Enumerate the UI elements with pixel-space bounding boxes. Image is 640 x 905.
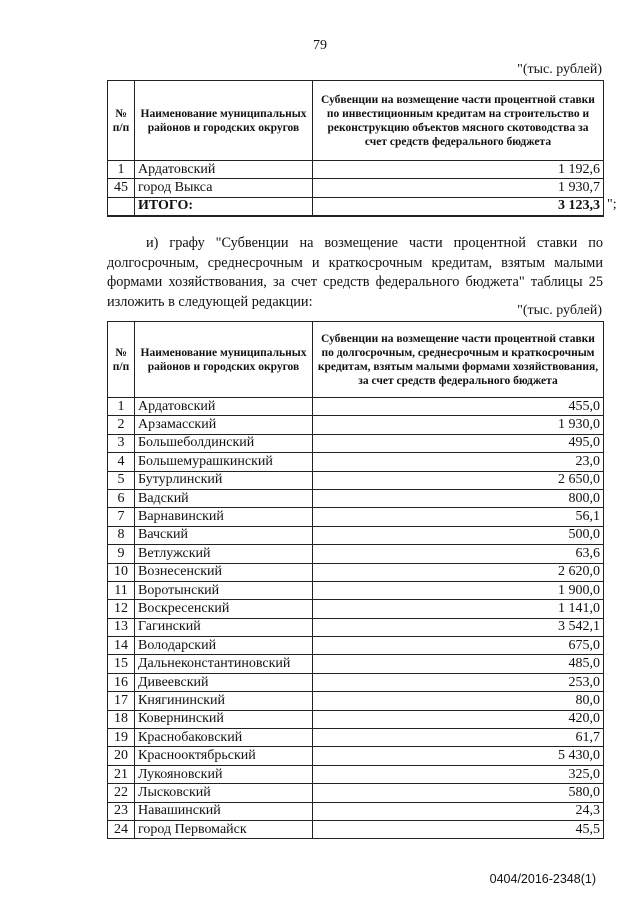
row-number: 10 — [108, 563, 135, 581]
district-name: Ветлужский — [135, 545, 313, 563]
subsidy-value: 2 620,0 — [313, 563, 604, 581]
district-name: Вознесенский — [135, 563, 313, 581]
table-row — [108, 784, 604, 802]
district-name: Вадский — [135, 489, 313, 507]
district-name: Бутурлинский — [135, 471, 313, 489]
table1-unit-label: "(тыс. рублей) — [517, 62, 602, 77]
table-row — [108, 489, 604, 507]
table2-header-subsidy: Субвенции на возмещение части процентной ставки по долгосрочным, среднесрочным и краткосрочным кредитам, взятым малыми формами хозяйствования, за счет средств федерального бюджета — [313, 322, 604, 398]
table-row — [108, 179, 604, 197]
row-number: 23 — [108, 802, 135, 820]
row-number: 1 — [108, 398, 135, 416]
table-row — [108, 526, 604, 544]
district-name: Гагинский — [135, 618, 313, 636]
district-name: Большеболдинский — [135, 434, 313, 452]
district-name: Дальнеконстантиновский — [135, 655, 313, 673]
table-row — [108, 563, 604, 581]
subsidy-value: 1 900,0 — [313, 581, 604, 599]
district-name: Воскресенский — [135, 600, 313, 618]
page-number: 79 — [313, 38, 327, 53]
district-name: Большемурашкинский — [135, 453, 313, 471]
subsidy-value: 45,5 — [313, 820, 604, 838]
total-label: ИТОГО: — [135, 197, 313, 216]
subsidy-value: 420,0 — [313, 710, 604, 728]
total-num-cell — [108, 197, 135, 216]
district-name: Краснооктябрьский — [135, 747, 313, 765]
table-row — [108, 416, 604, 434]
table1-header-subsidy: Субвенции на возмещение части процентной ставки по инвестиционным кредитам на строительство и реконструкцию объектов мясного скотоводства за счет средств федерального бюджета — [313, 81, 604, 161]
district-name: Княгининский — [135, 692, 313, 710]
table1-header-name: Наименование муниципальных районов и городских округов — [135, 81, 313, 161]
table-row — [108, 820, 604, 838]
subsidy-value: 675,0 — [313, 637, 604, 655]
table2-unit-label: "(тыс. рублей) — [517, 303, 602, 318]
district-name: город Первомайск — [135, 820, 313, 838]
district-name: Ковернинский — [135, 710, 313, 728]
subsidy-value: 5 430,0 — [313, 747, 604, 765]
district-name: Краснобаковский — [135, 729, 313, 747]
row-number: 18 — [108, 710, 135, 728]
amendment-paragraph: и) графу "Субвенции на возмещение части процентной ставки по долгосрочным, среднесрочным и краткосрочным кредитам, взятым малыми формами хозяйствования, за счет средств федерального бюджета" таблицы 25 изложить в следующей редакции: — [107, 235, 603, 310]
subsidy-value: 455,0 — [313, 398, 604, 416]
table-row — [108, 398, 604, 416]
row-number: 7 — [108, 508, 135, 526]
district-name: Навашинский — [135, 802, 313, 820]
document-code: 0404/2016-2348(1) — [489, 872, 596, 886]
row-number: 11 — [108, 581, 135, 599]
table-row — [108, 581, 604, 599]
row-number: 5 — [108, 471, 135, 489]
subsidy-value: 325,0 — [313, 765, 604, 783]
subsidy-value: 1 930,0 — [313, 416, 604, 434]
subsidy-value: 253,0 — [313, 673, 604, 691]
table-row — [108, 600, 604, 618]
subsidy-value: 580,0 — [313, 784, 604, 802]
subsidy-value: 80,0 — [313, 692, 604, 710]
district-name: Ардатовский — [135, 161, 313, 179]
subsidy-value: 800,0 — [313, 489, 604, 507]
table-row — [108, 434, 604, 452]
table-row — [108, 618, 604, 636]
subsidy-value: 2 650,0 — [313, 471, 604, 489]
row-number: 13 — [108, 618, 135, 636]
district-name: Варнавинский — [135, 508, 313, 526]
district-name: Вачский — [135, 526, 313, 544]
subsidy-value: 500,0 — [313, 526, 604, 544]
subsidy-value: 495,0 — [313, 434, 604, 452]
table1 — [107, 80, 604, 217]
row-number: 9 — [108, 545, 135, 563]
district-name: Ардатовский — [135, 398, 313, 416]
table-row — [108, 453, 604, 471]
row-number: 15 — [108, 655, 135, 673]
row-number: 3 — [108, 434, 135, 452]
total-value: 3 123,3 — [313, 197, 604, 216]
row-number: 1 — [108, 161, 135, 179]
district-name: Лукояновский — [135, 765, 313, 783]
row-number: 21 — [108, 765, 135, 783]
table-row — [108, 692, 604, 710]
row-number: 6 — [108, 489, 135, 507]
row-number: 12 — [108, 600, 135, 618]
subsidy-value: 1 192,6 — [313, 161, 604, 179]
table1-header-num: № п/п — [108, 81, 135, 161]
closing-quote: "; — [607, 197, 617, 212]
table-row — [108, 508, 604, 526]
district-name: Арзамасский — [135, 416, 313, 434]
district-name: Дивеевский — [135, 673, 313, 691]
table-row — [108, 545, 604, 563]
table-row — [108, 161, 604, 179]
row-number: 14 — [108, 637, 135, 655]
row-number: 24 — [108, 820, 135, 838]
table2 — [107, 321, 604, 839]
row-number: 2 — [108, 416, 135, 434]
table-row — [108, 729, 604, 747]
table2-header-num: № п/п — [108, 322, 135, 398]
subsidy-value: 1 930,7 — [313, 179, 604, 197]
row-number: 19 — [108, 729, 135, 747]
subsidy-value: 3 542,1 — [313, 618, 604, 636]
row-number: 16 — [108, 673, 135, 691]
subsidy-value: 485,0 — [313, 655, 604, 673]
district-name: Володарский — [135, 637, 313, 655]
district-name: Лысковский — [135, 784, 313, 802]
row-number: 4 — [108, 453, 135, 471]
subsidy-value: 24,3 — [313, 802, 604, 820]
row-number: 17 — [108, 692, 135, 710]
table-row — [108, 747, 604, 765]
row-number: 8 — [108, 526, 135, 544]
row-number: 22 — [108, 784, 135, 802]
table-row — [108, 471, 604, 489]
district-name: город Выкса — [135, 179, 313, 197]
table-row — [108, 710, 604, 728]
table-row — [108, 673, 604, 691]
row-number: 20 — [108, 747, 135, 765]
subsidy-value: 61,7 — [313, 729, 604, 747]
table-row — [108, 637, 604, 655]
table-row — [108, 765, 604, 783]
district-name: Воротынский — [135, 581, 313, 599]
table1-total-row — [108, 197, 604, 216]
subsidy-value: 56,1 — [313, 508, 604, 526]
table-row — [108, 655, 604, 673]
table-row — [108, 802, 604, 820]
subsidy-value: 23,0 — [313, 453, 604, 471]
subsidy-value: 63,6 — [313, 545, 604, 563]
table2-header-name: Наименование муниципальных районов и городских округов — [135, 322, 313, 398]
subsidy-value: 1 141,0 — [313, 600, 604, 618]
row-number: 45 — [108, 179, 135, 197]
